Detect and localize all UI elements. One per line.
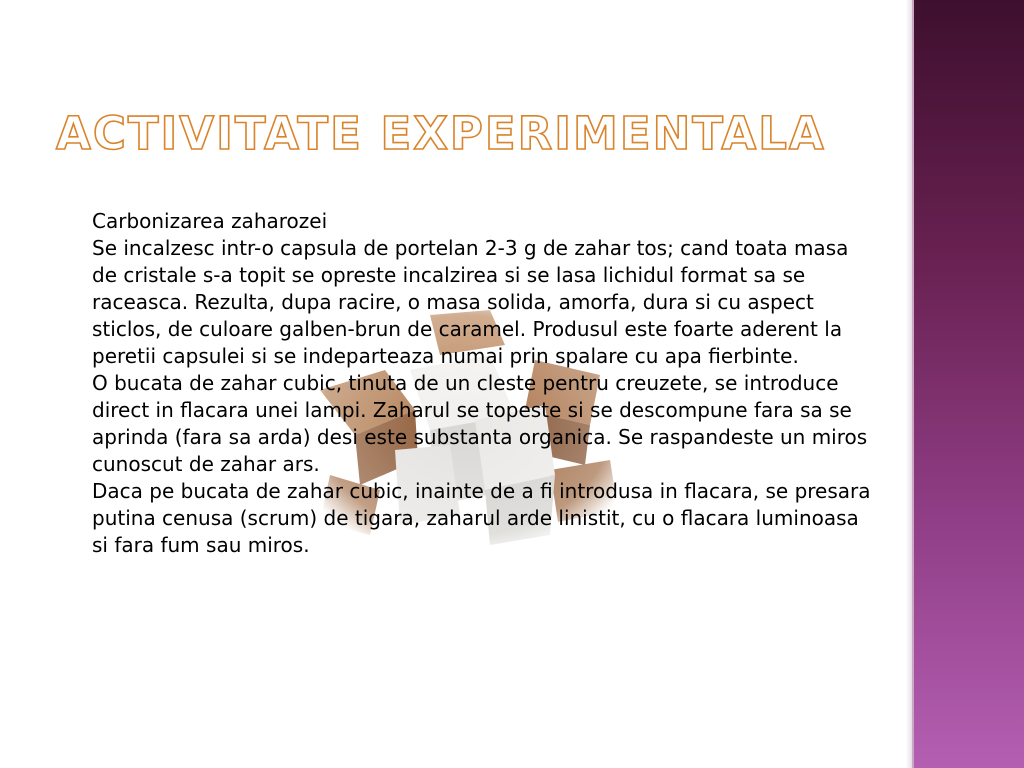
paragraph-1: Se incalzesc intr-o capsula de portelan 2-3 g de zahar tos; cand toata masa de cristale s-a topit se opreste incalzirea si se lasa lichidul format sa se raceasca. Rezulta, dupa racire, o masa solida, amorfa, dura si cu aspect sticlos, de culoare galben-brun de caramel. Produsul este foarte aderent la peretii capsulei si se indeparteaza numai prin spalare cu apa fierbinte.: [92, 236, 849, 368]
side-band-divider: [912, 0, 914, 768]
slide-title: ACTIVITATE EXPERIMENTALA: [56, 107, 826, 160]
paragraph-3: Daca pe bucata de zahar cubic, inainte de a fi introdusa in flacara, se presara putina cenusa (scrum) de tigara, zaharul arde linistit, cu o flacara luminoasa si fara fum sau miros.: [92, 479, 871, 557]
side-band: [912, 0, 1024, 768]
slide-body: [92, 208, 872, 559]
paragraph-heading: Carbonizarea zaharozei: [92, 209, 328, 233]
paragraph-2: O bucata de zahar cubic, tinuta de un cleste pentru creuzete, se introduce direct in flacara unei lampi. Zaharul se topeste si se descompune fara sa se aprinda (fara sa arda) desi este substanta organica. Se raspandeste un miros cunoscut de zahar ars.: [92, 371, 868, 476]
